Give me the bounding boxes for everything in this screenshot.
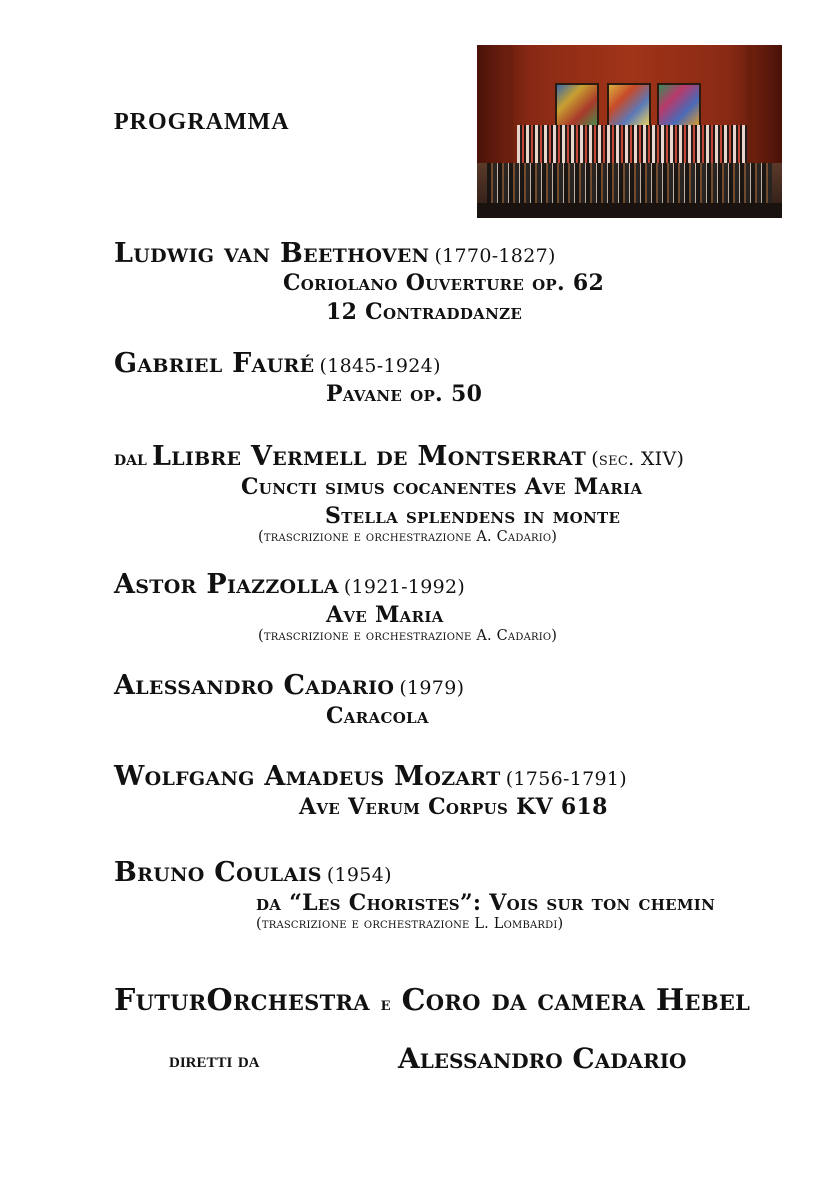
composer-dates: (1979) — [399, 677, 465, 699]
work-title: Cuncti simus cocanentes Ave Maria — [241, 474, 643, 500]
conductor-name: Alessandro Cadario — [398, 1042, 687, 1075]
work-title: Stella splendens in monte — [325, 503, 621, 529]
composer-dates: (1756-1791) — [505, 768, 627, 790]
composer-name: Alessandro Cadario — [114, 670, 395, 701]
orchestra-name: FuturOrchestra — [114, 983, 370, 1018]
composer-name: Bruno Coulais — [114, 857, 322, 888]
arrangement-note: (trascrizione e orchestrazione L. Lombardi) — [256, 916, 564, 932]
composer-name: Llibre Vermell de Montserrat — [151, 441, 587, 472]
arrangement-note: (trascrizione e orchestrazione A. Cadario) — [258, 628, 558, 644]
program-entry-mozart — [114, 761, 627, 792]
ensemble-line — [114, 983, 750, 1018]
conjunction: e — [380, 994, 391, 1015]
work-title: Ave Maria — [326, 602, 444, 628]
program-entry-beethoven — [114, 238, 556, 269]
composer-dates: (sec. XIV) — [591, 448, 685, 470]
program-entry-piazzolla — [114, 569, 465, 600]
conductor-label: diretti da — [169, 1047, 260, 1072]
program-entry-faure — [114, 348, 441, 379]
work-title: Ave Verum Corpus KV 618 — [299, 794, 608, 820]
work-title: Pavane op. 50 — [326, 381, 483, 407]
composer-name: Wolfgang Amadeus Mozart — [114, 761, 501, 792]
page-title: PROGRAMMA — [114, 109, 290, 135]
prefix-text: dal — [114, 446, 147, 470]
work-title: 12 Contraddanze — [326, 299, 523, 325]
work-title: Coriolano Ouverture op. 62 — [283, 270, 605, 296]
orchestra-and-choir-photo — [477, 45, 782, 218]
composer-name: Astor Piazzolla — [114, 569, 339, 600]
program-entry-llibre-vermell — [114, 441, 684, 472]
composer-name: Gabriel Fauré — [114, 348, 315, 379]
arrangement-note: (trascrizione e orchestrazione A. Cadario) — [258, 529, 558, 545]
composer-dates: (1770-1827) — [434, 245, 556, 267]
composer-dates: (1954) — [326, 864, 392, 886]
work-title: da “Les Choristes”: Vois sur ton chemin — [256, 890, 716, 916]
composer-dates: (1845-1924) — [319, 355, 441, 377]
composer-dates: (1921-1992) — [343, 576, 466, 598]
choir-name: Coro da camera Hebel — [401, 983, 751, 1018]
composer-name: Ludwig van Beethoven — [114, 238, 430, 269]
program-entry-cadario — [114, 670, 464, 701]
program-entry-coulais — [114, 857, 392, 888]
work-title: Caracola — [326, 703, 429, 729]
